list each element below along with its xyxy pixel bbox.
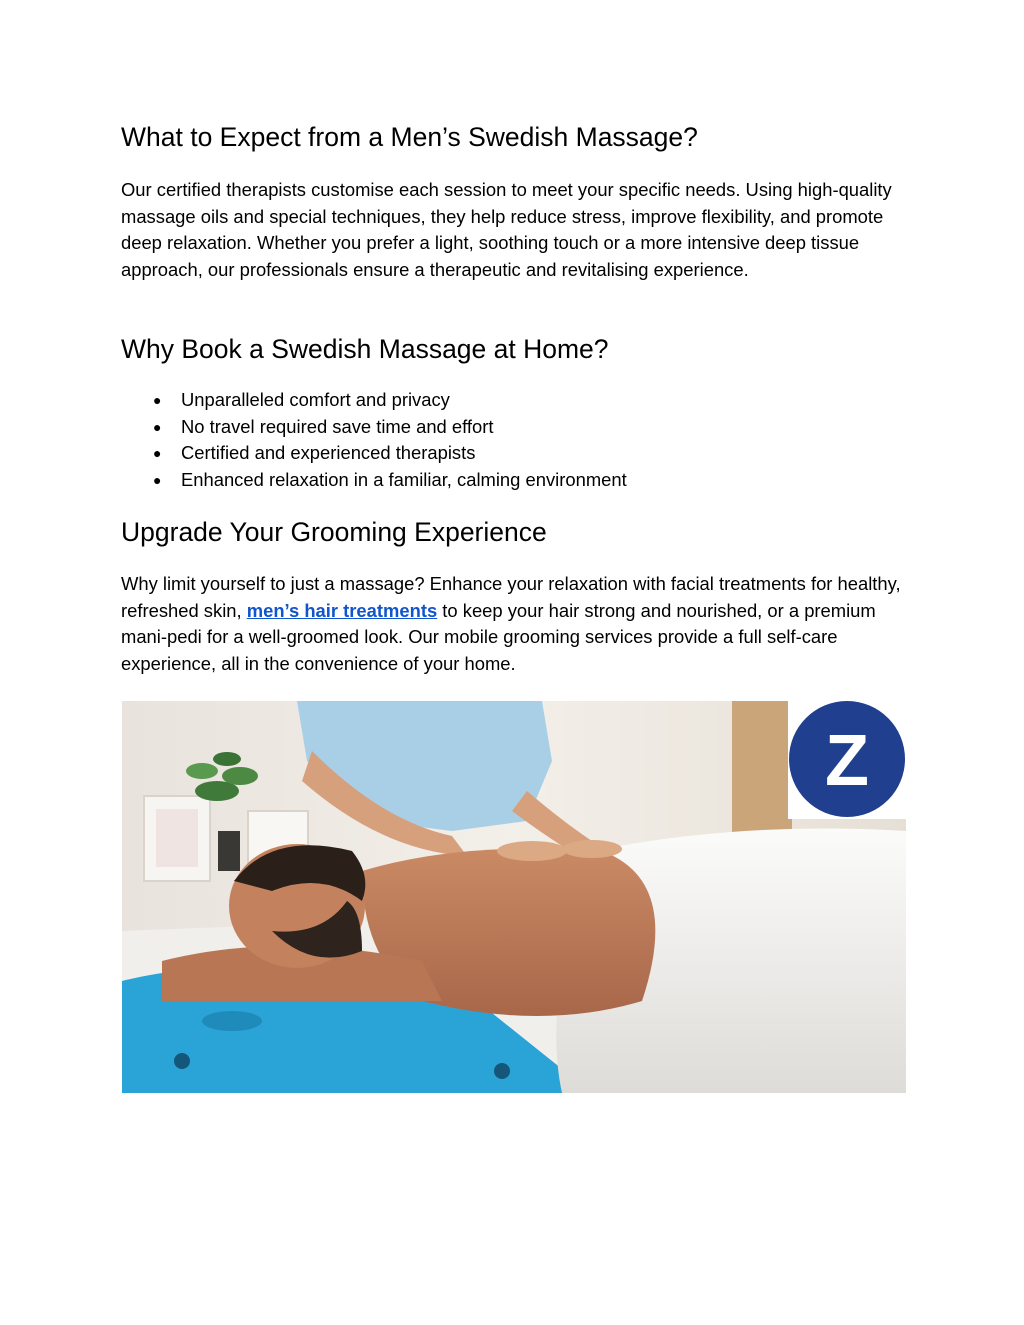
list-item	[121, 440, 907, 467]
list-item	[121, 387, 907, 414]
bullet-icon: ●	[153, 471, 162, 488]
paragraph-what-to-expect: Our certified therapists customise each session to meet your specific needs. Using high-quality massage oils and special techniques, they help reduce stress, improve flexibility, and promote deep relaxation. Whether you prefer a light, soothing touch or a more intensive deep tissue approach, our professionals ensure a therapeutic and revitalising experience.	[121, 179, 892, 280]
paragraph-upgrade-grooming	[121, 571, 907, 677]
heading-upgrade-grooming: Upgrade Your Grooming Experience	[121, 517, 547, 547]
paragraph-text-before-link: Why limit yourself to just a massage? Enhance your relaxation with facial treatments for healthy, refreshed skin,	[121, 573, 901, 621]
list-item-text: Certified and experienced therapists	[181, 442, 476, 464]
bullet-icon: ●	[153, 418, 162, 435]
bullet-icon: ●	[153, 392, 162, 408]
list-item-text: Unparalleled comfort and privacy	[181, 389, 450, 410]
massage-photo	[122, 701, 906, 1093]
heading-why-book: Why Book a Swedish Massage at Home?	[121, 334, 609, 364]
paragraph-text-after-link: to keep your hair strong and nourished, or a premium mani-pedi for a well-groomed look. Our mobile grooming services provide a full self-care experience, all in the convenience of your home.	[121, 599, 876, 674]
list-item	[121, 467, 907, 494]
list-item-text: No travel required save time and effort	[181, 415, 494, 437]
list-item-text: Enhanced relaxation in a familiar, calming environment	[181, 468, 627, 490]
mens-hair-treatments-link[interactable]: men’s hair treatments	[246, 599, 438, 621]
benefits-list	[121, 387, 907, 493]
brand-logo-letter: Z	[825, 721, 869, 801]
bullet-icon: ●	[153, 445, 162, 462]
list-item	[121, 414, 907, 441]
heading-what-to-expect: What to Expect from a Men’s Swedish Massage?	[121, 122, 698, 152]
